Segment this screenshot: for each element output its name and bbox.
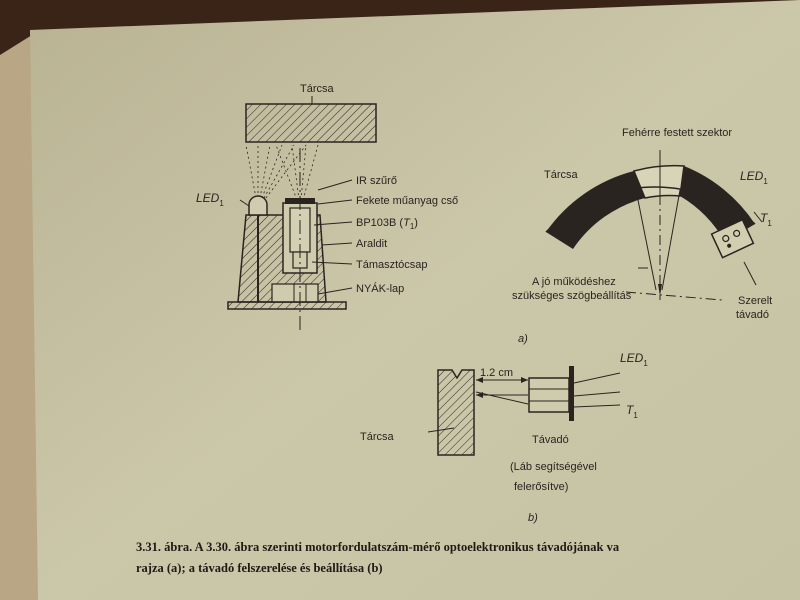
disc-b-label: Tárcsa (360, 431, 394, 443)
led-b-label: $LED_1$ (620, 351, 648, 368)
paper-sheet (30, 0, 800, 600)
figure-a-label: a) (518, 333, 528, 345)
araldite-label: Araldit (356, 238, 388, 250)
t1-arc-label: $T_1$ (760, 211, 772, 228)
disc-arc-label: Tárcsa (544, 169, 578, 181)
transmitter-label: Távadó (532, 434, 569, 446)
angle-label-line1: A jó működéshez (532, 276, 616, 288)
ir-filter-label: IR szűrő (356, 175, 397, 187)
mounted-label-line2: távadó (736, 309, 770, 321)
disc-label: Tárcsa (300, 83, 334, 95)
led-label: $LED_1$ (196, 191, 224, 208)
figure-b-label: b) (528, 512, 538, 524)
note-line1: (Láb segítségével (510, 461, 597, 473)
painted-sector-label: Fehérre festett szektor (622, 127, 733, 139)
black-tube-label: Fekete műanyag cső (356, 195, 459, 207)
disc-side-view (438, 370, 474, 455)
transmitter-flange (569, 366, 574, 421)
t1-b-label: $T_1$ (626, 403, 638, 420)
sensor-label: BP103B $(T_1)$ (356, 217, 418, 231)
mounted-label-line1: Szerelt (738, 295, 773, 307)
note-line2: felerősítve) (514, 481, 569, 493)
base-cutout (272, 284, 318, 302)
angle-label-line2: szükséges szögbeállítás (512, 290, 632, 302)
support-pin-label: Támasztócsap (356, 259, 428, 271)
caption-line-1: 3.31. ábra. A 3.30. ábra szerinti motorfordulatszám-mérő optoelektronikus távadójának va (136, 540, 620, 554)
led-arc-label: $LED_1$ (740, 169, 768, 186)
led-body (249, 196, 267, 215)
pcb-label: NYÁK-lap (356, 283, 405, 295)
disc-block (246, 104, 376, 142)
caption-line-2: rajza (a); a távadó felszerelése és beállítása (b) (136, 561, 383, 575)
pcb-board (228, 302, 346, 309)
transmitter-body (529, 378, 569, 412)
distance-label: 1.2 cm (480, 367, 514, 379)
